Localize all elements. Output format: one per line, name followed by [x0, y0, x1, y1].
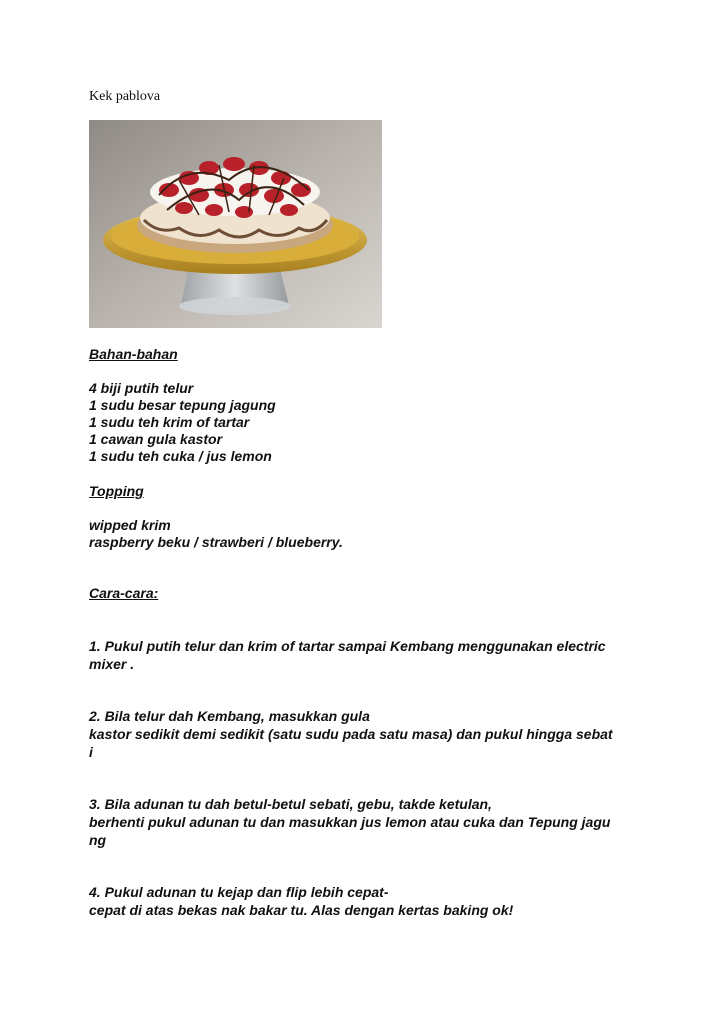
ingredient-item: 1 sudu teh cuka / jus lemon	[89, 448, 272, 464]
method-step-4-line-1: 4. Pukul adunan tu kejap dan flip lebih cepat-	[89, 884, 389, 900]
recipe-title: Kek pablova	[89, 89, 161, 104]
method-heading: Cara-cara:	[89, 585, 159, 601]
method-step-4-line-2: cepat di atas bekas nak bakar tu. Alas dengan kertas baking ok!	[89, 902, 514, 918]
method-step-2-line-3: i	[89, 744, 93, 760]
method-step-3-line-1: 3. Bila adunan tu dah betul-betul sebati, gebu, takde ketulan,	[89, 796, 492, 812]
pavlova-cake-icon	[89, 120, 382, 328]
ingredient-item: 1 cawan gula kastor	[89, 431, 223, 447]
pavlova-photo	[89, 120, 382, 328]
ingredient-item: 4 biji putih telur	[89, 380, 194, 396]
method-step-3-line-3: ng	[89, 832, 107, 848]
topping-item: wipped krim	[89, 517, 171, 533]
method-step-2-line-2: kastor sedikit demi sedikit (satu sudu pada satu masa) dan pukul hingga sebat	[89, 726, 613, 742]
method-step-1-line-2: mixer .	[89, 656, 135, 672]
topping-heading: Topping	[89, 483, 144, 499]
topping-item: raspberry beku / strawberi / blueberry.	[89, 534, 343, 550]
ingredient-item: 1 sudu teh krim of tartar	[89, 414, 250, 430]
method-step-1-line-1: 1. Pukul putih telur dan krim of tartar sampai Kembang menggunakan electric	[89, 638, 606, 654]
ingredients-heading: Bahan-bahan	[89, 346, 178, 362]
method-step-3-line-2: berhenti pukul adunan tu dan masukkan jus lemon atau cuka dan Tepung jagu	[89, 814, 611, 830]
method-step-2-line-1: 2. Bila telur dah Kembang, masukkan gula	[89, 708, 370, 724]
ingredient-item: 1 sudu besar tepung jagung	[89, 397, 276, 413]
